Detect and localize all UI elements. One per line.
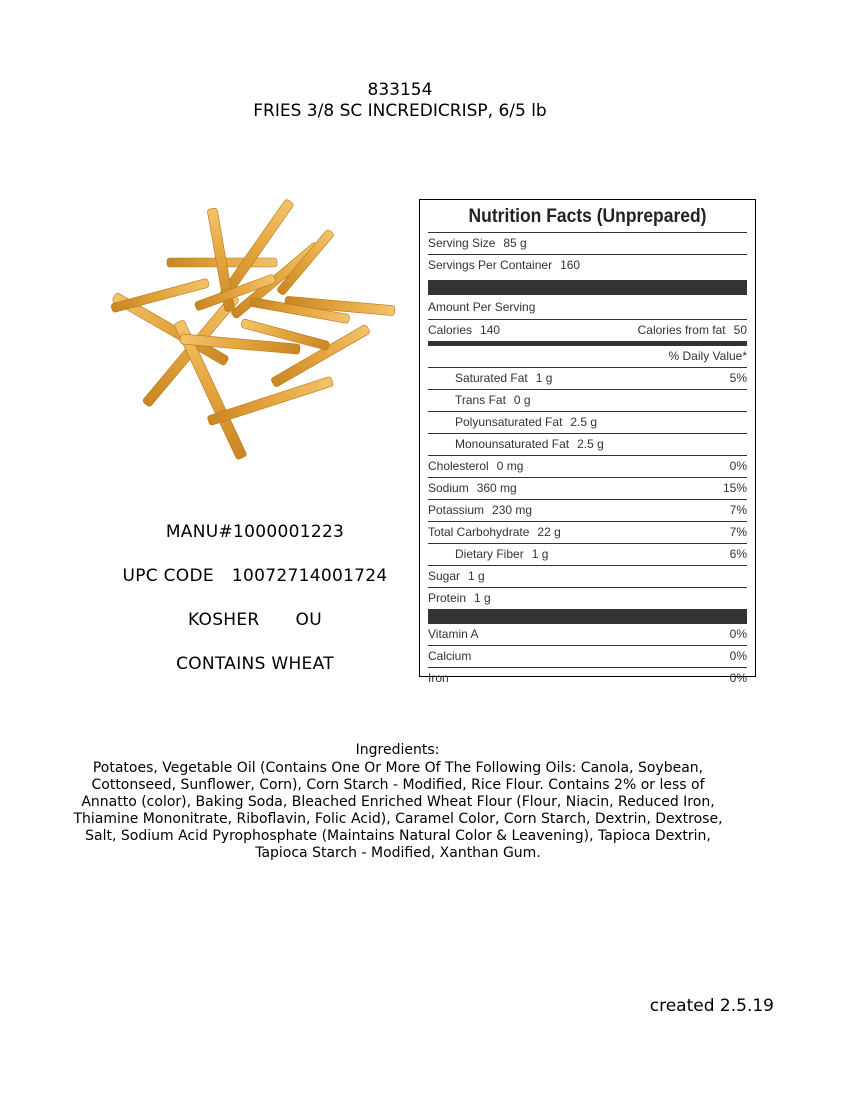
- potassium-value: 230 mg: [492, 503, 533, 517]
- nutrition-title: Nutrition Facts (Unprepared): [468, 206, 707, 227]
- kosher-label: KOSHER: [188, 610, 260, 630]
- saturated-fat-row: [428, 368, 747, 390]
- ingredients-title: Ingredients:: [355, 742, 440, 758]
- iron-row: [428, 668, 747, 689]
- calories-fat-label: Calories from fat: [637, 323, 726, 337]
- cholesterol-row: [428, 456, 747, 478]
- french-fries-photo: [70, 180, 420, 480]
- carbohydrate-row: [428, 522, 747, 544]
- sodium-value: 360 mg: [476, 481, 517, 495]
- upc-code: [90, 566, 420, 586]
- calories-row: [428, 320, 747, 341]
- sugar-row: [428, 566, 747, 588]
- carb-value: 22 g: [537, 525, 561, 539]
- polyunsaturated-fat-row: [428, 412, 747, 434]
- ingredients-text: Potatoes, Vegetable Oil (Contains One Or More Of The Following Oils: Canola, Soybean, Cottonseed, Sunflower, Corn), Corn Starch - Modified, Rice Flour. Contains 2% or less of Annatto (color), Baking Soda, Bleached Enriched Wheat Flour (Flour, Niacin, Reduced Iron, Thiamine Mononitrate, Riboflavin, Folic Acid), Caramel Color, Corn Starch, Dextrin, Dextrose, Salt, Sodium Acid Pyrophosphate (Maintains Natural Color & Leavening), Tapioca Dextrin, Tapioca Starch - Modified, Xanthan Gum.: [73, 760, 723, 861]
- iron-dv: 0%: [729, 671, 747, 685]
- item-number: 833154: [367, 80, 433, 100]
- saturated-fat-value: 1 g: [535, 371, 553, 385]
- mono-fat-value: 2.5 g: [577, 437, 604, 451]
- daily-value-header: [428, 346, 747, 368]
- iron-label: Iron: [428, 671, 449, 685]
- protein-value: 1 g: [474, 591, 491, 605]
- carb-label: Total Carbohydrate: [428, 525, 530, 539]
- nutrition-rows: [428, 232, 747, 689]
- manufacturer-number: MANU#1000001223: [165, 522, 345, 542]
- trans-fat-label: Trans Fat: [455, 393, 506, 407]
- fiber-label: Dietary Fiber: [455, 547, 524, 561]
- calcium-row: [428, 646, 747, 668]
- sodium-row: [428, 478, 747, 500]
- cholesterol-value: 0 mg: [496, 459, 524, 473]
- protein-label: Protein: [428, 591, 467, 605]
- calories-label: Calories: [428, 323, 473, 337]
- potassium-row: [428, 500, 747, 522]
- potassium-label: Potassium: [428, 503, 485, 517]
- servings-value: 160: [560, 258, 581, 272]
- serving-size-label: Serving Size: [428, 236, 496, 250]
- poly-fat-label: Polyunsaturated Fat: [455, 415, 563, 429]
- vitamin-a-dv: 0%: [729, 627, 747, 641]
- monounsaturated-fat-row: [428, 434, 747, 456]
- carb-dv: 7%: [729, 525, 747, 539]
- poly-fat-value: 2.5 g: [570, 415, 598, 429]
- fiber-row: [428, 544, 747, 566]
- sugar-label: Sugar: [428, 569, 461, 583]
- cholesterol-label: Cholesterol: [428, 459, 489, 473]
- serving-size-value: 85 g: [503, 236, 527, 250]
- item-description: FRIES 3/8 SC INCREDICRISP, 6/5 lb: [253, 101, 547, 121]
- mono-fat-label: Monounsaturated Fat: [455, 437, 570, 451]
- trans-fat-value: 0 g: [513, 393, 531, 407]
- sodium-label: Sodium: [428, 481, 469, 495]
- vitamin-a-label: Vitamin A: [428, 627, 479, 641]
- created-date: created 2.5.19: [649, 996, 774, 1016]
- calcium-label: Calcium: [428, 649, 472, 663]
- divider-thick: [428, 280, 747, 295]
- saturated-fat-dv: 5%: [729, 371, 747, 385]
- serving-size-row: [428, 232, 747, 255]
- allergen-statement: CONTAINS WHEAT: [176, 654, 334, 674]
- upc-value: 10072714001724: [231, 566, 388, 586]
- servings-row: [428, 255, 747, 280]
- calories-fat-value: 50: [733, 323, 747, 337]
- divider-thick-2: [428, 609, 747, 624]
- kosher-line: [90, 610, 420, 630]
- calories-fat: [638, 320, 747, 341]
- potassium-dv: 7%: [729, 503, 747, 517]
- vitamin-a-row: [428, 624, 747, 646]
- trans-fat-row: [428, 390, 747, 412]
- servings-label: Servings Per Container: [428, 258, 553, 272]
- upc-label: UPC CODE: [122, 566, 214, 586]
- calories-value: 140: [480, 323, 501, 337]
- calcium-dv: 0%: [729, 649, 747, 663]
- fiber-dv: 6%: [729, 547, 747, 561]
- kosher-value: OU: [295, 610, 322, 630]
- fiber-value: 1 g: [531, 547, 549, 561]
- amount-per-serving: Amount Per Serving: [428, 295, 747, 320]
- cholesterol-dv: 0%: [729, 459, 747, 473]
- daily-value-label: % Daily Value*: [668, 349, 747, 363]
- saturated-fat-label: Saturated Fat: [455, 371, 528, 385]
- sugar-value: 1 g: [468, 569, 485, 583]
- protein-row: [428, 588, 747, 609]
- nutrition-facts-panel: [419, 199, 756, 685]
- sodium-dv: 15%: [722, 481, 747, 495]
